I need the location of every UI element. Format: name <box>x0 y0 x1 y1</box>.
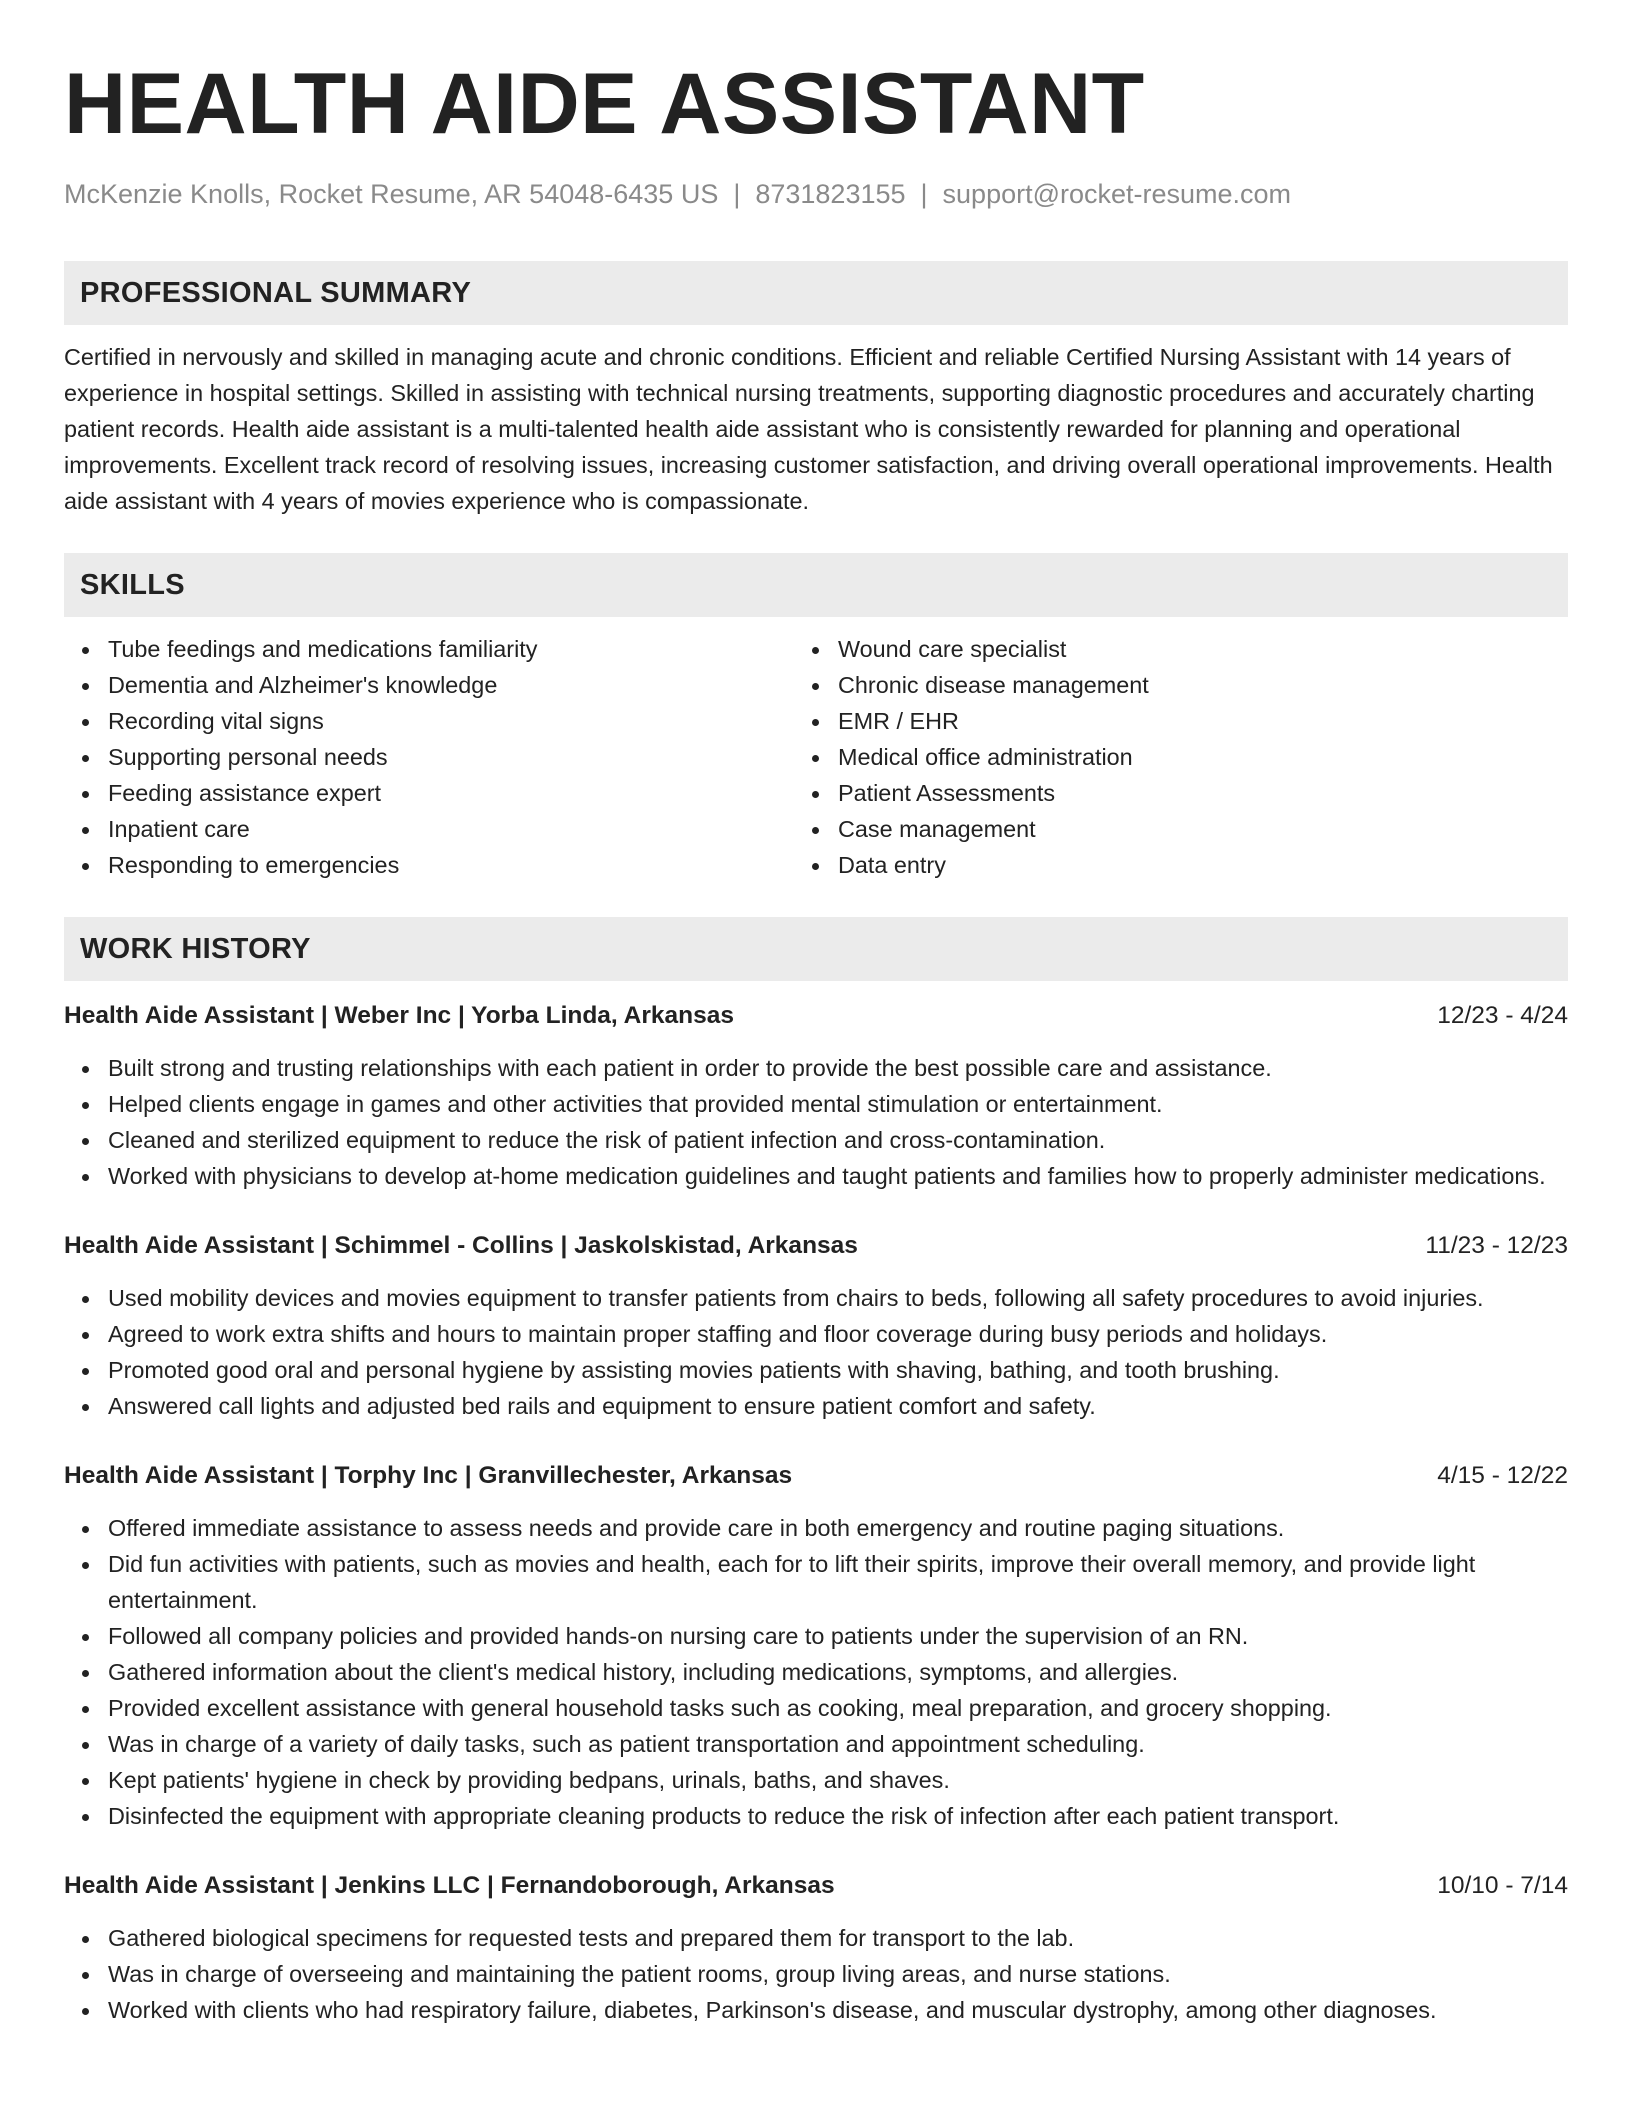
job-bullets <box>64 1050 1568 1194</box>
skill-item: Inpatient care <box>108 811 838 847</box>
job-header <box>64 1458 1568 1494</box>
job-dates: 12/23 - 4/24 <box>1437 1002 1568 1029</box>
section-heading-skills: SKILLS <box>64 553 1568 617</box>
job-dates: 4/15 - 12/22 <box>1437 1462 1568 1489</box>
job-bullets <box>64 1920 1568 2028</box>
job-bullet: Helped clients engage in games and other activities that provided mental stimulation or entertainment. <box>108 1086 1568 1122</box>
job-bullet: Worked with clients who had respiratory failure, diabetes, Parkinson's disease, and muscular dystrophy, among other diagnoses. <box>108 1992 1568 2028</box>
contact-email: support@rocket-resume.com <box>942 179 1292 209</box>
job-header <box>64 1868 1568 1904</box>
job-bullet: Kept patients' hygiene in check by providing bedpans, urinals, baths, and shaves. <box>108 1762 1568 1798</box>
section-heading-work-history: WORK HISTORY <box>64 917 1568 981</box>
job-title: Health Aide Assistant | Torphy Inc | Granvillechester, Arkansas <box>64 1462 793 1489</box>
section-heading-summary: PROFESSIONAL SUMMARY <box>64 261 1568 325</box>
job-bullet: Gathered information about the client's medical history, including medications, symptoms, and allergies. <box>108 1654 1568 1690</box>
skill-item: Case management <box>838 811 1568 847</box>
job-bullet: Used mobility devices and movies equipment to transfer patients from chairs to beds, following all safety procedures to avoid injuries. <box>108 1280 1568 1316</box>
job-bullet: Cleaned and sterilized equipment to reduce the risk of patient infection and cross-contamination. <box>108 1122 1568 1158</box>
job-bullets <box>64 1510 1568 1834</box>
job-entry <box>64 1228 1568 1424</box>
job-bullet: Provided excellent assistance with general household tasks such as cooking, meal preparation, and grocery shopping. <box>108 1690 1568 1726</box>
skill-item: Supporting personal needs <box>108 739 838 775</box>
job-bullet: Did fun activities with patients, such as movies and health, each for to lift their spirits, improve their overall memory, and provide light entertainment. <box>108 1546 1568 1618</box>
job-bullet: Was in charge of a variety of daily tasks, such as patient transportation and appointment scheduling. <box>108 1726 1568 1762</box>
skill-item: Patient Assessments <box>838 775 1568 811</box>
job-title: Health Aide Assistant | Weber Inc | Yorba Linda, Arkansas <box>64 1002 734 1029</box>
contact-separator: | <box>920 179 928 209</box>
skill-item: Wound care specialist <box>838 631 1568 667</box>
job-title: Health Aide Assistant | Schimmel - Collins | Jaskolskistad, Arkansas <box>64 1232 858 1259</box>
skill-item: Responding to emergencies <box>108 847 838 883</box>
job-bullet: Built strong and trusting relationships with each patient in order to provide the best possible care and assistance. <box>108 1050 1568 1086</box>
job-dates: 10/10 - 7/14 <box>1437 1872 1568 1899</box>
skill-item: Feeding assistance expert <box>108 775 838 811</box>
job-header <box>64 1228 1568 1264</box>
job-bullet: Disinfected the equipment with appropriate cleaning products to reduce the risk of infection after each patient transport. <box>108 1798 1568 1834</box>
job-bullet: Gathered biological specimens for requested tests and prepared them for transport to the lab. <box>108 1920 1568 1956</box>
job-bullet: Answered call lights and adjusted bed rails and equipment to ensure patient comfort and safety. <box>108 1388 1568 1424</box>
resume-title: HEALTH AIDE ASSISTANT <box>64 56 1145 152</box>
skill-item: Tube feedings and medications familiarity <box>108 631 838 667</box>
job-bullet: Was in charge of overseeing and maintaining the patient rooms, group living areas, and nurse stations. <box>108 1956 1568 1992</box>
job-entry <box>64 1458 1568 1834</box>
job-bullet: Worked with physicians to develop at-home medication guidelines and taught patients and families how to properly administer medications. <box>108 1158 1568 1194</box>
job-entry <box>64 1868 1568 2028</box>
contact-phone: 8731823155 <box>755 179 906 209</box>
contact-line <box>64 178 1568 210</box>
job-bullet: Agreed to work extra shifts and hours to maintain proper staffing and floor coverage during busy periods and holidays. <box>108 1316 1568 1352</box>
summary-text: Certified in nervously and skilled in managing acute and chronic conditions. Efficient and reliable Certified Nursing Assistant with 14 years of experience in hospital settings. Skilled in assisting with technical nursing treatments, supporting diagnostic procedures and accurately charting patient records. Health aide assistant is a multi-talented health aide assistant who is consistently rewarded for planning and operational improvements. Excellent track record of resolving issues, increasing customer satisfaction, and driving overall operational improvements. Health aide assistant with 4 years of movies experience who is compassionate. <box>64 344 1553 514</box>
job-bullet: Offered immediate assistance to assess needs and provide care in both emergency and routine paging situations. <box>108 1510 1568 1546</box>
job-entry <box>64 998 1568 1194</box>
skills-column-right <box>838 631 1568 883</box>
skill-item: Chronic disease management <box>838 667 1568 703</box>
job-dates: 11/23 - 12/23 <box>1425 1232 1568 1259</box>
job-bullet: Followed all company policies and provided hands-on nursing care to patients under the supervision of an RN. <box>108 1618 1568 1654</box>
job-bullet: Promoted good oral and personal hygiene by assisting movies patients with shaving, bathing, and tooth brushing. <box>108 1352 1568 1388</box>
skill-item: EMR / EHR <box>838 703 1568 739</box>
contact-address: McKenzie Knolls, Rocket Resume, AR 54048-6435 US <box>64 179 719 209</box>
skills-list <box>64 631 1568 883</box>
contact-separator: | <box>733 179 741 209</box>
job-header <box>64 998 1568 1034</box>
skill-item: Data entry <box>838 847 1568 883</box>
skill-item: Medical office administration <box>838 739 1568 775</box>
skills-column-left <box>64 631 838 883</box>
skill-item: Dementia and Alzheimer's knowledge <box>108 667 838 703</box>
job-bullets <box>64 1280 1568 1424</box>
skill-item: Recording vital signs <box>108 703 838 739</box>
job-title: Health Aide Assistant | Jenkins LLC | Fernandoborough, Arkansas <box>64 1872 835 1899</box>
resume-page <box>64 0 1568 2028</box>
